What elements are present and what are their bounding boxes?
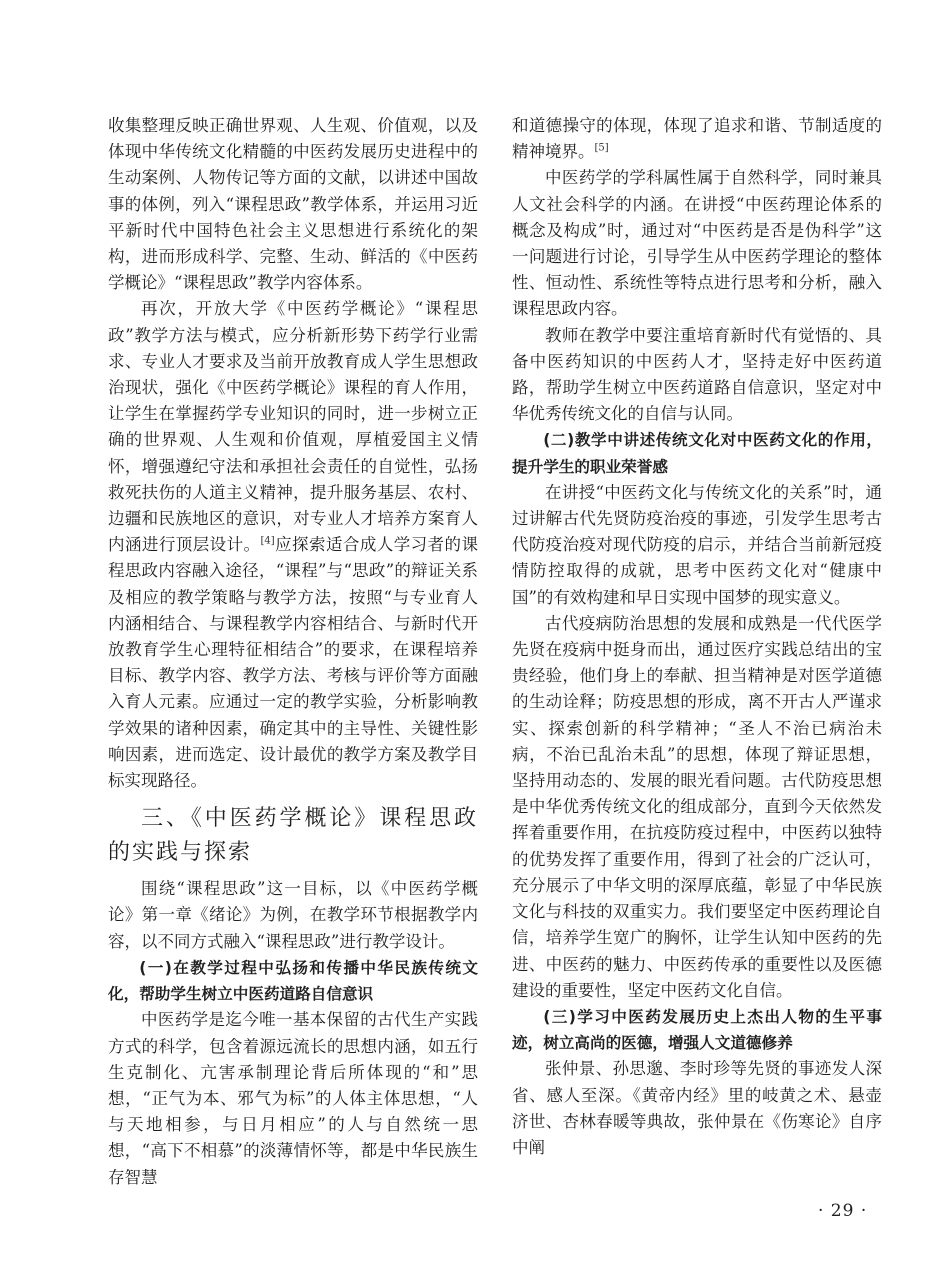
paragraph bbox=[512, 113, 882, 165]
paragraph: 中医药学是迄今唯一基本保留的古代生产实践方式的科学，包含着源远流长的思想内涵，如五行生克制化、亢害承制理论背后所体现的“和”思想，“正气为本、邪气为标”的人体主体思想，“人与天地相参，与日月相应”的人与自然统一思想，“高下不相慕”的淡薄情怀等，都是中华民族生存智慧 bbox=[108, 1010, 478, 1187]
subsection-heading: (二)教学中讲述传统文化对中医药文化的作用，提升学生的职业荣誉感 bbox=[512, 431, 882, 476]
paragraph: 在讲授“中医药文化与传统文化的关系”时，通过讲解古代先贤防疫治疫的事迹，引发学生思考古代防疫治疫对现代防疫的启示，并结合当前新冠疫情防控取得的成就，思考中医药文化对“健康中国”的有效构建和早日实现中国梦的现实意义。 bbox=[512, 482, 882, 607]
paragraph-text: 和道德操守的体现，体现了追求和谐、节制适度的精神境界。 bbox=[512, 116, 882, 162]
paragraph-text: 应探索适合成人学习者的课程思政内容融入途径，“课程”与“思政”的辩证关系及相应的教学策略与教学方法，按照“与专业育人内涵相结合、与课程教学内容相结合、与新时代开放教育学生心理特征相结合”的要求，在课程培养目标、教学内容、教学方法、考核与评价等方面融入育人元素。应通过一定的教学实验，分析影响教学效果的诸种因素，确定其中的主导性、关键性影响因素，进而选定、设计最优的教学方案及教学目标实现路径。 bbox=[108, 535, 479, 791]
page-number: · 29 · bbox=[818, 1201, 868, 1221]
paragraph: 古代疫病防治思想的发展和成熟是一代代医学先贤在疫病中挺身而出，通过医疗实践总结出的宝贵经验，他们身上的奉献、担当精神是对医学道德的生动诠释；防疫思想的形成，离不开古人严谨求实、探索创新的科学精神；“圣人不治已病治未病，不治已乱治未乱”的思想，体现了辩证思想，坚持用动态的、发展的眼光看问题。古代防疫思想是中华优秀传统文化的组成部分，直到今天依然发挥着重要作用，在抗疫防疫过程中，中医药以独特的优势发挥了重要作用，得到了社会的广泛认可，充分展示了中华文明的深厚底蕴，彰显了中华民族文化与科技的双重实力。我们要坚定中医药理论自信，培养学生宽广的胸怀，让学生认知中医药的先进、中医药的魅力、中医药传承的重要性以及医德建设的重要性，坚定中医药文化自信。 bbox=[512, 613, 882, 1000]
paragraph: 教师在教学中要注重培育新时代有觉悟的、具备中医药知识的中医药人才，坚持走好中医药道路，帮助学生树立中医药道路自信意识，坚定对中华优秀传统文化的自信与认同。 bbox=[512, 325, 882, 424]
paragraph: 围绕“课程思政”这一目标，以《中医药学概论》第一章《绪论》为例，在教学环节根据教学内容，以不同方式融入“课程思政”进行教学设计。 bbox=[108, 879, 478, 951]
subsection-heading: (三)学习中医药发展历史上杰出人物的生平事迹，树立高尚的医德，增强人文道德修养 bbox=[512, 1007, 882, 1053]
paragraph: 张仲景、孙思邈、李时珍等先贤的事迹发人深省、感人至深。《黄帝内经》里的岐黄之术、悬壶济世、杏林春暖等典故，张仲景在《伤寒论》自序中阐 bbox=[512, 1059, 882, 1157]
paragraph: 中医药学的学科属性属于自然科学，同时兼具人文社会科学的内涵。在讲授“中医药理论体系的概念及构成”时，通过对“中医药是否是伪科学”这一问题进行讨论，引导学生从中医药学理论的整体性、恒动性、系统性等特点进行思考和分析，融入课程思政内容。 bbox=[512, 168, 882, 319]
right-column bbox=[512, 113, 882, 1161]
citation-ref[interactable]: [4] bbox=[260, 535, 275, 547]
citation-ref[interactable]: [5] bbox=[594, 142, 609, 154]
section-heading: 三、《中医药学概论》课程思政的实践与探索 bbox=[108, 806, 478, 866]
left-column bbox=[108, 113, 478, 1191]
paragraph-text: 再次，开放大学《中医药学概论》“课程思政”教学方法与模式，应分析新形势下药学行业需求、专业人才要求及当前开放教育成人学生思想政治现状，强化《中医药学概论》课程的育人作用，让学生在掌握药学专业知识的同时，进一步树立正确的世界观、人生观和价值观，厚植爱国主义情怀，增强遵纪守法和承担社会责任的自觉性，弘扬救死扶伤的人道主义精神，提升服务基层、农村、边疆和民族地区的意识，对专业人才培养方案育人内涵进行顶层设计。 bbox=[108, 299, 478, 555]
subsection-heading: (一)在教学过程中弘扬和传播中华民族传统文化，帮助学生树立中医药道路自信意识 bbox=[108, 958, 478, 1004]
paragraph bbox=[108, 296, 478, 794]
paragraph: 收集整理反映正确世界观、人生观、价值观，以及体现中华传统文化精髓的中医药发展历史进程中的生动案例、人物传记等方面的文献，以讲述中国故事的体例，列入“课程思政”教学体系，并运用习近平新时代中国特色社会主义思想进行系统化的架构，进而形成科学、完整、生动、鲜活的《中医药学概论》“课程思政”教学内容体系。 bbox=[108, 116, 478, 293]
